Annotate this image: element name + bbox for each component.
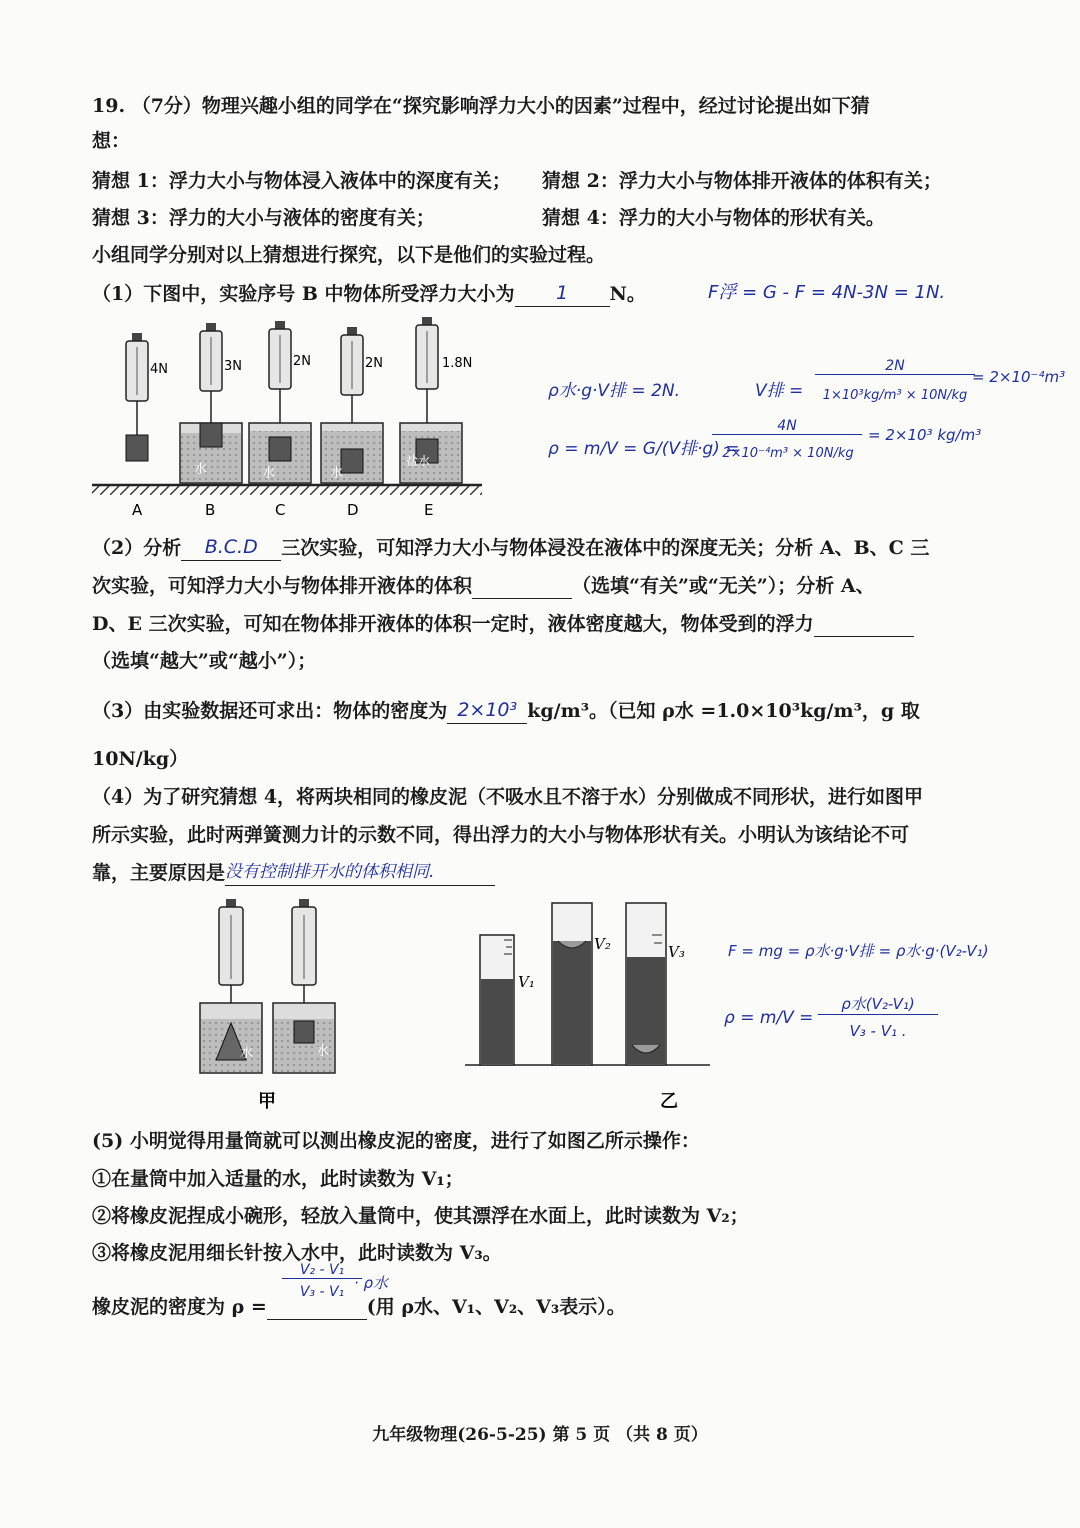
part4-text-c: 靠，主要原因是 — [92, 862, 226, 884]
jia-water-2: 水 — [316, 1044, 330, 1059]
notes1-line1b: V排 = — [755, 381, 804, 401]
part2-line2 — [92, 572, 875, 599]
label-jia: 甲 — [258, 1091, 276, 1112]
scale-c — [249, 321, 311, 483]
part3-line1 — [92, 697, 920, 724]
part3-answer-blank — [447, 697, 527, 724]
part2-answer-a: B.C.D — [204, 536, 258, 558]
notes1-v-result: = 2×10⁻⁴m³ — [972, 368, 1066, 386]
liquid-b: 水 — [194, 462, 208, 477]
part2-line1 — [92, 534, 929, 561]
page-footer: 九年级物理(26-5-25) 第 5 页 （共 8 页） — [372, 1425, 708, 1445]
part5-answer-numerator: V₂ - V₁ — [282, 1262, 362, 1279]
notes1-line1a: ρ水·g·V排 = 2N. — [548, 381, 681, 401]
part2-text-c: 次实验，可知浮力大小与物体排开液体的体积 — [92, 575, 473, 597]
figure-jia — [200, 899, 335, 1073]
part4-text-b: 所示实验，此时两弹簧测力计的示数不同，得出浮力的大小与物体形状有关。小明认为该结论不可 — [92, 824, 910, 846]
notes2-denominator: V₃ - V₁ . — [849, 1022, 907, 1040]
liquid-e: 盐水 — [406, 454, 431, 468]
part5-step1: ①在量筒中加入适量的水，此时读数为 V₁； — [92, 1168, 464, 1190]
guess-2: 猜想 2：浮力大小与物体排开液体的体积有关； — [542, 170, 942, 192]
part4-answer: 没有控制排开水的体积相同. — [225, 862, 435, 882]
question-header — [92, 93, 870, 119]
part5-answer-denominator: V₃ - V₁ — [299, 1284, 345, 1300]
part2-text-b: 三次实验，可知浮力大小与物体浸没在液体中的深度无关；分析 A、B、C 三 — [281, 537, 930, 559]
part3-text-c: 10N/kg） — [92, 748, 189, 770]
reading-e: 1.8N — [442, 356, 473, 371]
part2-line3 — [92, 610, 914, 637]
part5-step2: ②将橡皮泥捏成小碗形，轻放入量筒中，使其漂浮在水面上，此时读数为 V₂； — [92, 1205, 749, 1227]
notes1-v-numerator: 2N — [815, 358, 975, 375]
figure-yi — [465, 903, 710, 1065]
part5-text-a: (5) 小明觉得用量筒就可以测出橡皮泥的密度，进行了如图乙所示操作： — [92, 1130, 700, 1152]
part2-text-d: （选填“有关”或“无关”）；分析 A、 — [572, 575, 875, 597]
question-intro-2: 想： — [92, 130, 131, 152]
reading-c: 2N — [293, 354, 311, 369]
part4-line3 — [92, 858, 495, 886]
part3-answer: 2×10³ — [457, 699, 518, 721]
label-v1: V₁ — [518, 973, 535, 991]
scale-b — [180, 323, 242, 483]
part5-text-c: (用 ρ水、V₁、V₂、V₃表示）。 — [366, 1296, 626, 1318]
figure-1-spring-scales — [90, 315, 490, 520]
liquid-d: 水 — [330, 466, 344, 481]
process-text: 小组同学分别对以上猜想进行探究，以下是他们的实验过程。 — [92, 244, 606, 266]
notes1-line2a: ρ = m/V = G/(V排·g) = — [548, 439, 740, 459]
guess-3: 猜想 3：浮力的大小与液体的密度有关； — [92, 207, 435, 229]
part1-note: F浮 = G - F = 4N-3N = 1N. — [708, 282, 946, 303]
part2-answer-blank-a — [181, 534, 281, 561]
scale-d — [321, 327, 383, 483]
part1-text-a: （1）下图中，实验序号 B 中物体所受浮力大小为 — [92, 283, 515, 305]
part3-text-a: （3）由实验数据还可求出：物体的密度为 — [92, 700, 448, 722]
notes1-rho-numerator: 4N — [712, 418, 862, 435]
reading-b: 3N — [224, 359, 242, 374]
notes1-v-denominator: 1×10³kg/m³ × 10N/kg — [822, 388, 968, 403]
part2-blank-c — [814, 610, 914, 637]
part1-line — [92, 280, 646, 307]
part5-step3: ③将橡皮泥用细长针按入水中，此时读数为 V₃。 — [92, 1242, 502, 1264]
liquid-c: 水 — [262, 466, 276, 481]
label-b: B — [205, 501, 216, 519]
figure-2 — [190, 895, 720, 1115]
notes2-line2a: ρ = m/V = — [724, 1008, 814, 1028]
label-c: C — [275, 501, 286, 519]
part4-answer-blank — [225, 858, 495, 886]
notes1-rho-result: = 2×10³ kg/m³ — [868, 426, 982, 444]
part5-text-b: 橡皮泥的密度为 ρ = — [92, 1296, 267, 1318]
guess-4: 猜想 4：浮力的大小与物体的形状有关。 — [542, 207, 885, 229]
notes2-numerator: ρ水(V₂-V₁) — [818, 993, 938, 1015]
notes2-line1: F = mg = ρ水·g·V排 = ρ水·g·(V₂-V₁) — [728, 942, 989, 960]
part3-text-b: kg/m³。（已知 ρ水 =1.0×10³kg/m³，g 取 — [527, 700, 920, 722]
label-d: D — [347, 501, 359, 519]
part2-text-e: D、E 三次实验，可知在物体排开液体的体积一定时，液体密度越大，物体受到的浮力 — [92, 613, 814, 635]
label-v2: V₂ — [594, 935, 611, 953]
part2-text-f: （选填“越大”或“越小”）； — [92, 650, 317, 672]
part1-text-b: N。 — [609, 283, 646, 305]
label-yi: 乙 — [660, 1091, 678, 1112]
jia-water-1: 水 — [240, 1046, 254, 1061]
part5-answer-tail: · ρ水 — [354, 1274, 389, 1292]
notes1-rho-denominator: 2×10⁻⁴m³ × 10N/kg — [722, 446, 854, 461]
part1-answer-blank — [515, 280, 610, 307]
reading-d: 2N — [365, 356, 383, 371]
question-number: 19. — [92, 95, 126, 117]
guess-1: 猜想 1：浮力大小与物体浸入液体中的深度有关； — [92, 170, 511, 192]
question-score: （7分） — [131, 95, 202, 117]
question-intro-1: 物理兴趣小组的同学在“探究影响浮力大小的因素”过程中，经过讨论提出如下猜 — [201, 95, 870, 117]
part2-text-a: （2）分析 — [92, 537, 182, 559]
label-e: E — [424, 501, 434, 519]
reading-a: 4N — [150, 362, 168, 377]
scale-a — [126, 333, 148, 461]
part2-blank-b — [472, 572, 572, 599]
label-a: A — [132, 501, 143, 519]
part1-answer: 1 — [555, 282, 569, 304]
label-v3: V₃ — [668, 943, 685, 961]
part4-text-a: （4）为了研究猜想 4，将两块相同的橡皮泥（不吸水且不溶于水）分别做成不同形状，进行如图甲 — [92, 786, 924, 808]
